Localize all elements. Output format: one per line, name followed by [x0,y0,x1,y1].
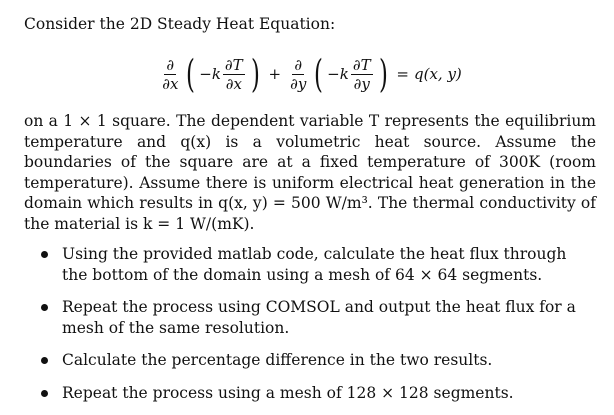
problem-description: on a 1 × 1 square. The dependent variable T represents the equilibrium temperature and q(x) is a volumetric heat source. Assume the boundaries of the square are at a fixed temperature of 300K (room temperature). Assume there is uniform electrical heat generation in the domain which results in q(x, y) = 500 W/m³. The thermal conductivity of the material is k = 1 W/(mK). [24,112,596,233]
dy-symbol: ∂y [353,74,370,93]
dx-symbol: ∂x [225,74,242,93]
close-paren: ) [378,52,388,96]
open-paren: ( [314,52,324,96]
plus-sign: + [268,65,282,83]
partial-y-operator [288,56,308,93]
task-item: Repeat the process using COMSOL and output the heat flux for a mesh of the same resolution. [24,297,596,338]
intro-text: Consider the 2D Steady Heat Equation: [24,15,336,33]
dT-dy-fraction [351,56,373,93]
partial-x: ∂x [162,74,179,93]
task-item: Calculate the percentage difference in the two results. [24,350,596,371]
document-page [24,14,596,415]
dT-dx-fraction [223,56,245,93]
neg-k-term: −k [199,65,221,83]
open-paren: ( [186,52,196,96]
dT-symbol: ∂T [352,55,371,74]
task-list [24,244,596,403]
equals-sign: = [396,65,409,83]
task-item: Using the provided matlab code, calculate the heat flux through the bottom of the domain using a mesh of 64 × 64 segments. [24,244,596,285]
equation-rhs: q(x, y) [414,65,462,83]
neg-k-term: −k [327,65,349,83]
close-paren: ) [250,52,260,96]
partial-y: ∂y [290,74,307,93]
task-item: Repeat the process using a mesh of 128 × 128 segments. [24,383,596,404]
heat-equation [24,43,596,105]
dT-symbol: ∂T [224,55,243,74]
partial-symbol: ∂ [294,55,303,74]
partial-x-operator [160,56,180,93]
partial-symbol: ∂ [166,55,175,74]
